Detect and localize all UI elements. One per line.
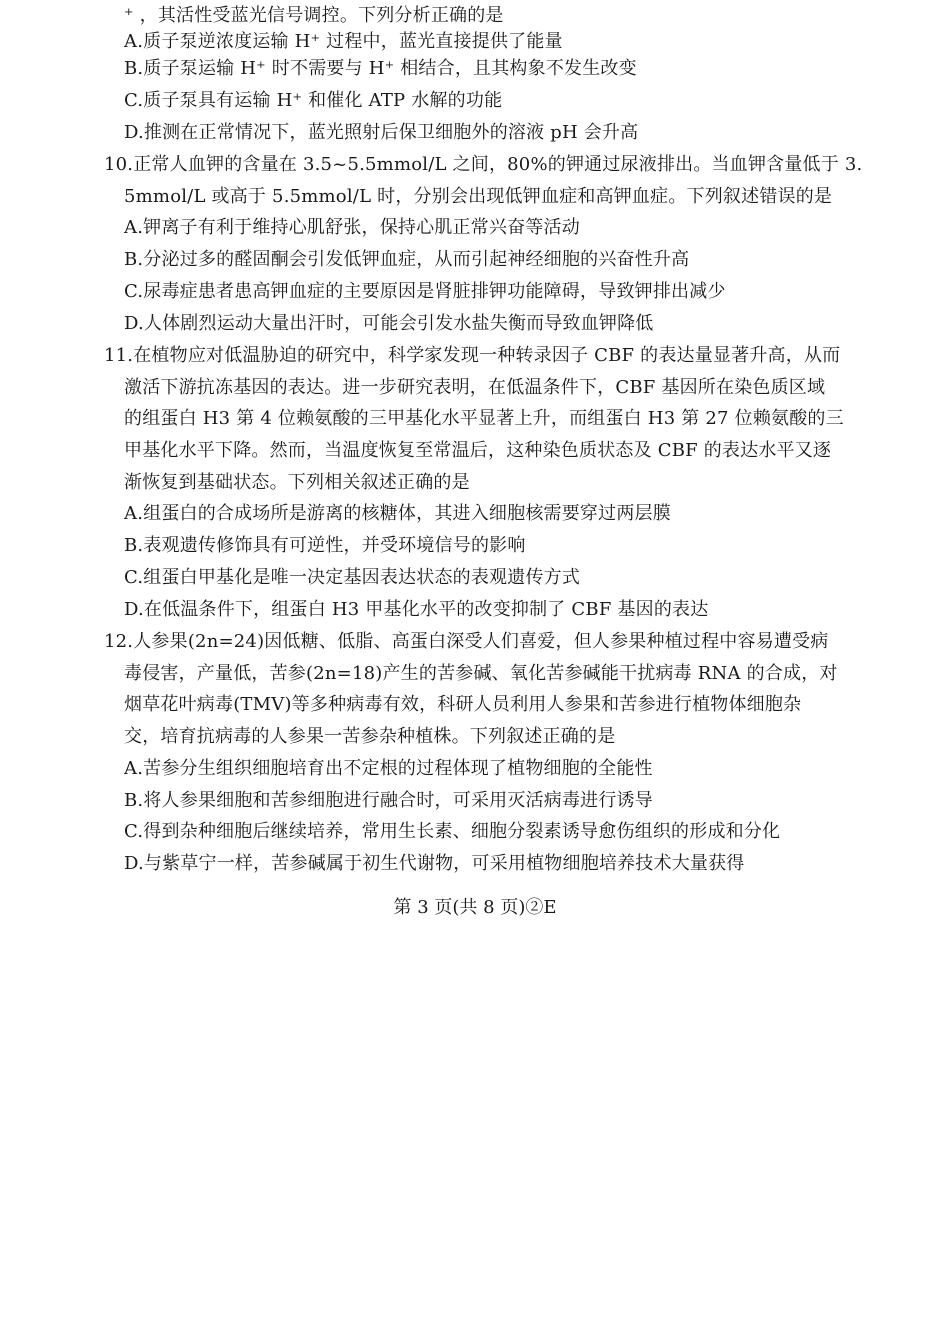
q10-stem-line-2: 5mmol/L 或高于 5.5mmol/L 时，分别会出现低钾血症和高钾血症。下列叙述错误的是	[124, 186, 833, 207]
q11-option-b: B.表观遗传修饰具有可逆性，并受环境信号的影响	[124, 535, 526, 556]
q12-stem-line-3: 烟草花叶病毒(TMV)等多种病毒有效，科研人员利用人参果和苦参进行植物体细胞杂	[124, 694, 802, 715]
q9-option-b: B.质子泵运输 H⁺ 时不需要与 H⁺ 相结合，且其构象不发生改变	[124, 58, 637, 79]
q12-stem-line-1: 12.人参果(2n=24)因低糖、低脂、高蛋白深受人们喜爱，但人参果种植过程中容易遭受病	[104, 631, 829, 652]
q9-option-a: A.质子泵逆浓度运输 H⁺ 过程中，蓝光直接提供了能量	[124, 31, 563, 52]
q10-option-a: A.钾离子有利于维持心肌舒张，保持心肌正常兴奋等活动	[124, 217, 580, 238]
q9-option-c: C.质子泵具有运输 H⁺ 和催化 ATP 水解的功能	[124, 90, 503, 111]
q11-stem-line-2: 激活下游抗冻基因的表达。进一步研究表明，在低温条件下，CBF 基因所在染色质区域	[124, 377, 826, 398]
q11-stem-line-4: 甲基化水平下降。然而，当温度恢复至常温后，这种染色质状态及 CBF 的表达水平又逐	[124, 440, 832, 461]
q11-option-d: D.在低温条件下，组蛋白 H3 甲基化水平的改变抑制了 CBF 基因的表达	[124, 599, 709, 620]
q12-option-a: A.苦参分生组织细胞培育出不定根的过程体现了植物细胞的全能性	[124, 758, 653, 779]
q11-stem-line-1: 11.在植物应对低温胁迫的研究中，科学家发现一种转录因子 CBF 的表达量显著升高，从而	[104, 345, 841, 366]
q11-option-a: A.组蛋白的合成场所是游离的核糖体，其进入细胞核需要穿过两层膜	[124, 503, 671, 524]
q11-stem-line-3: 的组蛋白 H3 第 4 位赖氨酸的三甲基化水平显著上升，而组蛋白 H3 第 27 位赖氨酸的三	[124, 408, 844, 429]
q12-stem-line-2: 毒侵害，产量低，苦参(2n=18)产生的苦参碱、氧化苦参碱能干扰病毒 RNA 的合成，对	[124, 663, 838, 684]
q9-option-d: D.推测在正常情况下，蓝光照射后保卫细胞外的溶液 pH 会升高	[124, 122, 639, 143]
q10-option-b: B.分泌过多的醛固酮会引发低钾血症，从而引起神经细胞的兴奋性升高	[124, 249, 690, 270]
page-footer: 第 3 页(共 8 页)②E	[393, 897, 557, 918]
q12-stem-line-4: 交，培育抗病毒的人参果一苦参杂种植株。下列叙述正确的是	[124, 726, 616, 747]
q9-stem-tail: ⁺ ，其活性受蓝光信号调控。下列分析正确的是	[124, 5, 504, 26]
q10-option-c: C.尿毒症患者患高钾血症的主要原因是肾脏排钾功能障碍，导致钾排出减少	[124, 281, 726, 302]
q10-stem-line-1: 10.正常人血钾的含量在 3.5~5.5mmol/L 之间，80%的钾通过尿液排出。当血钾含量低于 3.	[104, 154, 863, 175]
q12-option-d: D.与紫草宁一样，苦参碱属于初生代谢物，可采用植物细胞培养技术大量获得	[124, 853, 745, 874]
q11-stem-line-5: 渐恢复到基础状态。下列相关叙述正确的是	[124, 472, 470, 493]
q12-option-b: B.将人参果细胞和苦参细胞进行融合时，可采用灭活病毒进行诱导	[124, 790, 653, 811]
q12-option-c: C.得到杂种细胞后继续培养，常用生长素、细胞分裂素诱导愈伤组织的形成和分化	[124, 821, 781, 842]
q11-option-c: C.组蛋白甲基化是唯一决定基因表达状态的表观遗传方式	[124, 567, 581, 588]
q10-option-d: D.人体剧烈运动大量出汗时，可能会引发水盐失衡而导致血钾降低	[124, 313, 654, 334]
